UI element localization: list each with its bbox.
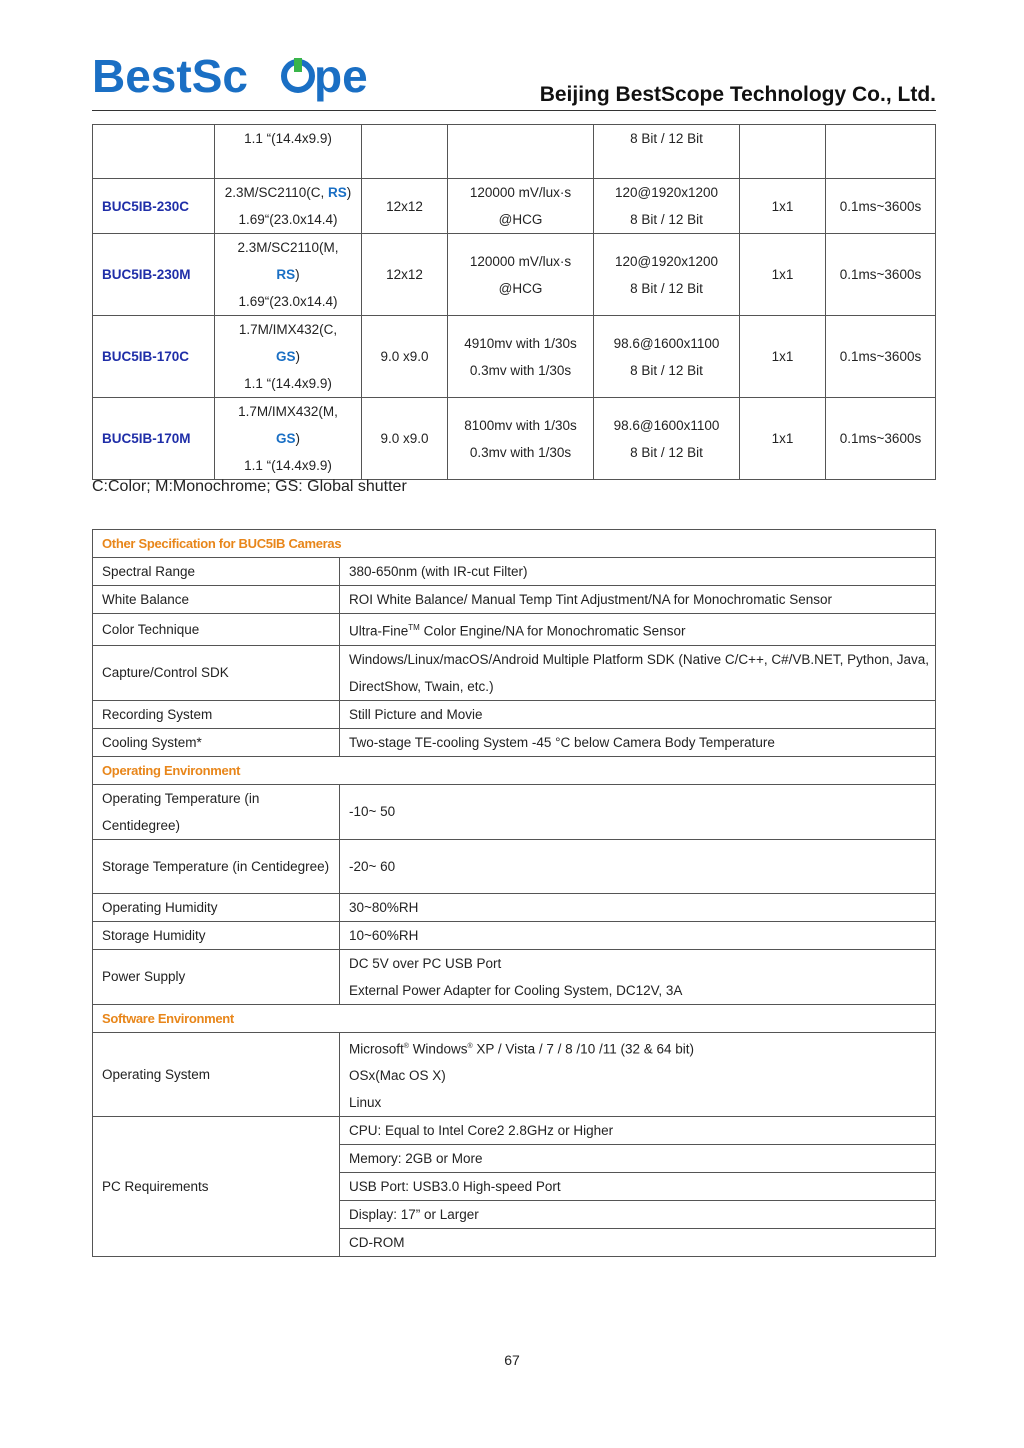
row-value: 30~80%RH — [340, 893, 936, 921]
shutter-tag: RS — [276, 267, 296, 282]
sensitivity-cell: 8100mv with 1/30s 0.3mv with 1/30s — [448, 398, 594, 480]
header-divider — [92, 110, 936, 111]
pixel-cell: 12x12 — [362, 234, 448, 316]
sensitivity-cell: 120000 mV/lux·s @HCG — [448, 179, 594, 234]
pixel-cell: 9.0 x9.0 — [362, 398, 448, 480]
table-row — [93, 179, 936, 234]
section-heading-operating: Operating Environment — [93, 756, 936, 784]
table-row — [93, 728, 936, 756]
binning-cell: 1x1 — [740, 316, 826, 398]
sensor-spec-table — [92, 124, 936, 480]
table-row — [93, 614, 936, 646]
sensor-cell: 1.7M/IMX432(C, GS) 1.1 “(14.4x9.9) — [215, 316, 362, 398]
row-value: 380-650nm (with IR-cut Filter) — [340, 558, 936, 586]
pixel-cell — [362, 125, 448, 179]
row-value: Ultra-Fine™ Color Engine/NA for Monochromatic Sensor — [340, 614, 936, 646]
section-row — [93, 530, 936, 558]
table-row — [93, 125, 936, 179]
company-name: Beijing BestScope Technology Co., Ltd. — [539, 83, 936, 106]
row-label: Storage Humidity — [93, 921, 340, 949]
logo-text: BestSc — [92, 50, 248, 102]
exposure-cell: 0.1ms~3600s — [826, 179, 936, 234]
legend-note: C:Color; M:Monochrome; GS: Global shutter — [92, 478, 407, 495]
row-label: White Balance — [93, 586, 340, 614]
row-value: -20~ 60 — [340, 839, 936, 893]
model-cell: BUC5IB-230M — [93, 234, 215, 316]
logo-scope-o-icon — [284, 58, 312, 90]
row-label: Power Supply — [93, 949, 340, 1004]
table-row — [93, 949, 936, 1004]
binning-cell: 1x1 — [740, 398, 826, 480]
row-value: Memory: 2GB or More — [340, 1145, 936, 1173]
row-value: ROI White Balance/ Manual Temp Tint Adjustment/NA for Monochromatic Sensor — [340, 586, 936, 614]
table-row — [93, 558, 936, 586]
exposure-cell: 0.1ms~3600s — [826, 398, 936, 480]
row-value: Two-stage TE-cooling System -45 °C below Camera Body Temperature — [340, 728, 936, 756]
row-label: Operating Temperature (in Centidegree) — [93, 784, 340, 839]
pixel-cell: 12x12 — [362, 179, 448, 234]
section-heading-other: Other Specification for BUC5IB Cameras — [93, 530, 936, 558]
table-row — [93, 784, 936, 839]
binning-cell: 1x1 — [740, 179, 826, 234]
sensor-cell: 2.3M/SC2110(C, RS) 1.69“(23.0x14.4) — [215, 179, 362, 234]
table-row — [93, 839, 936, 893]
row-value: USB Port: USB3.0 High-speed Port — [340, 1173, 936, 1201]
table-row — [93, 893, 936, 921]
row-label: Spectral Range — [93, 558, 340, 586]
row-value: Windows/Linux/macOS/Android Multiple Platform SDK (Native C/C++, C#/VB.NET, Python, Java, DirectShow, Twain, etc.) — [340, 645, 936, 700]
exposure-cell: 0.1ms~3600s — [826, 316, 936, 398]
table-row — [93, 234, 936, 316]
table-row — [93, 586, 936, 614]
model-cell: BUC5IB-170C — [93, 316, 215, 398]
row-label: Operating Humidity — [93, 893, 340, 921]
row-value: CD-ROM — [340, 1229, 936, 1257]
fps-cell: 120@1920x1200 8 Bit / 12 Bit — [594, 179, 740, 234]
other-spec-table — [92, 529, 936, 1257]
binning-cell — [740, 125, 826, 179]
row-value: DC 5V over PC USB Port External Power Adapter for Cooling System, DC12V, 3A — [340, 949, 936, 1004]
row-label: Color Technique — [93, 614, 340, 646]
table-row — [93, 645, 936, 700]
section-heading-software: Software Environment — [93, 1004, 936, 1032]
row-value: 10~60%RH — [340, 921, 936, 949]
row-value: Display: 17” or Larger — [340, 1201, 936, 1229]
section-row — [93, 1004, 936, 1032]
model-cell: BUC5IB-170M — [93, 398, 215, 480]
table-row — [93, 1032, 936, 1117]
sensitivity-cell: 4910mv with 1/30s 0.3mv with 1/30s — [448, 316, 594, 398]
shutter-tag: GS — [275, 431, 296, 446]
sensitivity-cell — [448, 125, 594, 179]
sensor-cell: 1.7M/IMX432(M, GS) 1.1 “(14.4x9.9) — [215, 398, 362, 480]
exposure-cell — [826, 125, 936, 179]
sensitivity-cell: 120000 mV/lux·s @HCG — [448, 234, 594, 316]
table-row — [93, 398, 936, 480]
sensor-cell: 2.3M/SC2110(M, RS) 1.69“(23.0x14.4) — [215, 234, 362, 316]
row-label: Operating System — [93, 1032, 340, 1117]
row-label: Capture/Control SDK — [93, 645, 340, 700]
logo-text-suffix: pe — [314, 50, 368, 102]
model-cell: BUC5IB-230C — [93, 179, 215, 234]
row-label: Cooling System* — [93, 728, 340, 756]
section-row — [93, 756, 936, 784]
fps-cell: 120@1920x1200 8 Bit / 12 Bit — [594, 234, 740, 316]
shutter-tag: RS — [328, 185, 347, 200]
fps-cell: 8 Bit / 12 Bit — [594, 125, 740, 179]
sensor-cell: 1.1 “(14.4x9.9) — [215, 125, 362, 179]
table-row — [93, 316, 936, 398]
pixel-cell: 9.0 x9.0 — [362, 316, 448, 398]
row-label: Storage Temperature (in Centidegree) — [93, 839, 340, 893]
bestscope-logo — [92, 50, 368, 104]
shutter-tag: GS — [275, 349, 296, 364]
row-label: Recording System — [93, 700, 340, 728]
table-row — [93, 1117, 936, 1145]
row-value: -10~ 50 — [340, 784, 936, 839]
model-cell — [93, 125, 215, 179]
row-value: Still Picture and Movie — [340, 700, 936, 728]
row-value: Microsoft® Windows® XP / Vista / 7 / 8 /10 /11 (32 & 64 bit) OSx(Mac OS X) Linux — [340, 1032, 936, 1117]
fps-cell: 98.6@1600x1100 8 Bit / 12 Bit — [594, 316, 740, 398]
table-row — [93, 700, 936, 728]
binning-cell: 1x1 — [740, 234, 826, 316]
table-row — [93, 921, 936, 949]
exposure-cell: 0.1ms~3600s — [826, 234, 936, 316]
row-label: PC Requirements — [93, 1117, 340, 1257]
row-value: CPU: Equal to Intel Core2 2.8GHz or Higher — [340, 1117, 936, 1145]
fps-cell: 98.6@1600x1100 8 Bit / 12 Bit — [594, 398, 740, 480]
page-number: 67 — [504, 1352, 520, 1368]
